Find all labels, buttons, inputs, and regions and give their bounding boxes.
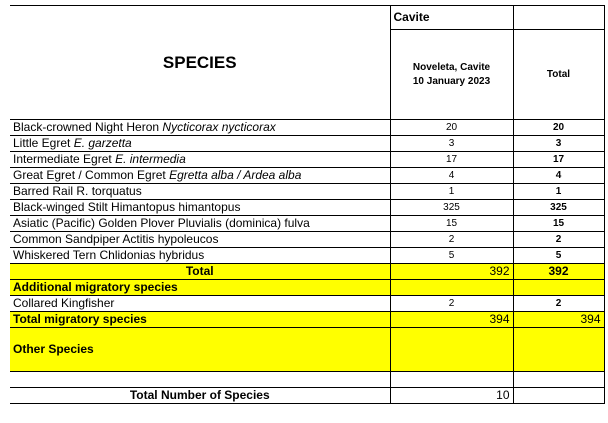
site-count: 2 [390,296,513,312]
total-count: 20 [513,120,604,136]
site-count: 1 [390,184,513,200]
species-name: Intermediate Egret E. intermedia [10,152,390,168]
table-row [10,184,604,200]
empty-cell [390,328,513,372]
site-count: 325 [390,200,513,216]
additional-migratory-label: Additional migratory species [10,280,390,296]
table-row [10,216,604,232]
empty-cell [513,388,604,404]
site-count: 5 [390,248,513,264]
total-count: 17 [513,152,604,168]
site-count: 15 [390,216,513,232]
species-name: Whiskered Tern Chlidonias hybridus [10,248,390,264]
other-species-row [10,328,604,372]
table-row [10,168,604,184]
table-row [10,200,604,216]
migratory-total-row [10,312,604,328]
total-count: 2 [513,232,604,248]
species-name: Great Egret / Common Egret Egretta alba / Ardea alba [10,168,390,184]
site-name: Noveleta, Cavite [412,61,491,73]
total-site-count: 392 [390,264,513,280]
total-count: 15 [513,216,604,232]
empty-cell [513,328,604,372]
table-row [10,120,604,136]
table-row [10,248,604,264]
species-table [10,5,605,404]
total-count: 5 [513,248,604,264]
species-name: Barred Rail R. torquatus [10,184,390,200]
total-label: Total [10,264,390,280]
total-row [10,264,604,280]
total-count: 3 [513,136,604,152]
site-count: 20 [390,120,513,136]
empty-header-cell [513,6,604,30]
species-name: Asiatic (Pacific) Golden Plover Pluvialis (dominica) fulva [10,216,390,232]
species-count-sheet [10,5,605,404]
migratory-site-count: 394 [390,312,513,328]
species-name: Common Sandpiper Actitis hypoleucos [10,232,390,248]
region-header: Cavite [390,6,513,30]
species-count-value: 10 [390,388,513,404]
site-count: 3 [390,136,513,152]
empty-cell [10,372,390,388]
total-count: 1 [513,184,604,200]
species-name: Black-crowned Night Heron Nycticorax nycticorax [10,120,390,136]
species-name: Black-winged Stilt Himantopus himantopus [10,200,390,216]
total-count: 2 [513,296,604,312]
site-date-header [390,30,513,120]
other-species-label: Other Species [10,328,390,372]
table-row [10,296,604,312]
species-name: Little Egret E. garzetta [10,136,390,152]
additional-migratory-row [10,280,604,296]
species-count-label: Total Number of Species [10,388,390,404]
empty-cell [390,280,513,296]
total-column-header: Total [513,30,604,120]
empty-cell [390,372,513,388]
migratory-total-label: Total migratory species [10,312,390,328]
total-count: 325 [513,200,604,216]
species-header: SPECIES [10,6,390,120]
table-row [10,152,604,168]
empty-cell [513,280,604,296]
species-name: Collared Kingfisher [10,296,390,312]
site-count: 4 [390,168,513,184]
table-row [10,136,604,152]
species-count-row [10,388,604,404]
empty-cell [513,372,604,388]
migratory-grand-count: 394 [513,312,604,328]
site-count: 17 [390,152,513,168]
total-count: 4 [513,168,604,184]
site-count: 2 [390,232,513,248]
table-row [10,232,604,248]
total-grand-count: 392 [513,264,604,280]
count-date: 10 January 2023 [412,75,491,87]
blank-row [10,372,604,388]
